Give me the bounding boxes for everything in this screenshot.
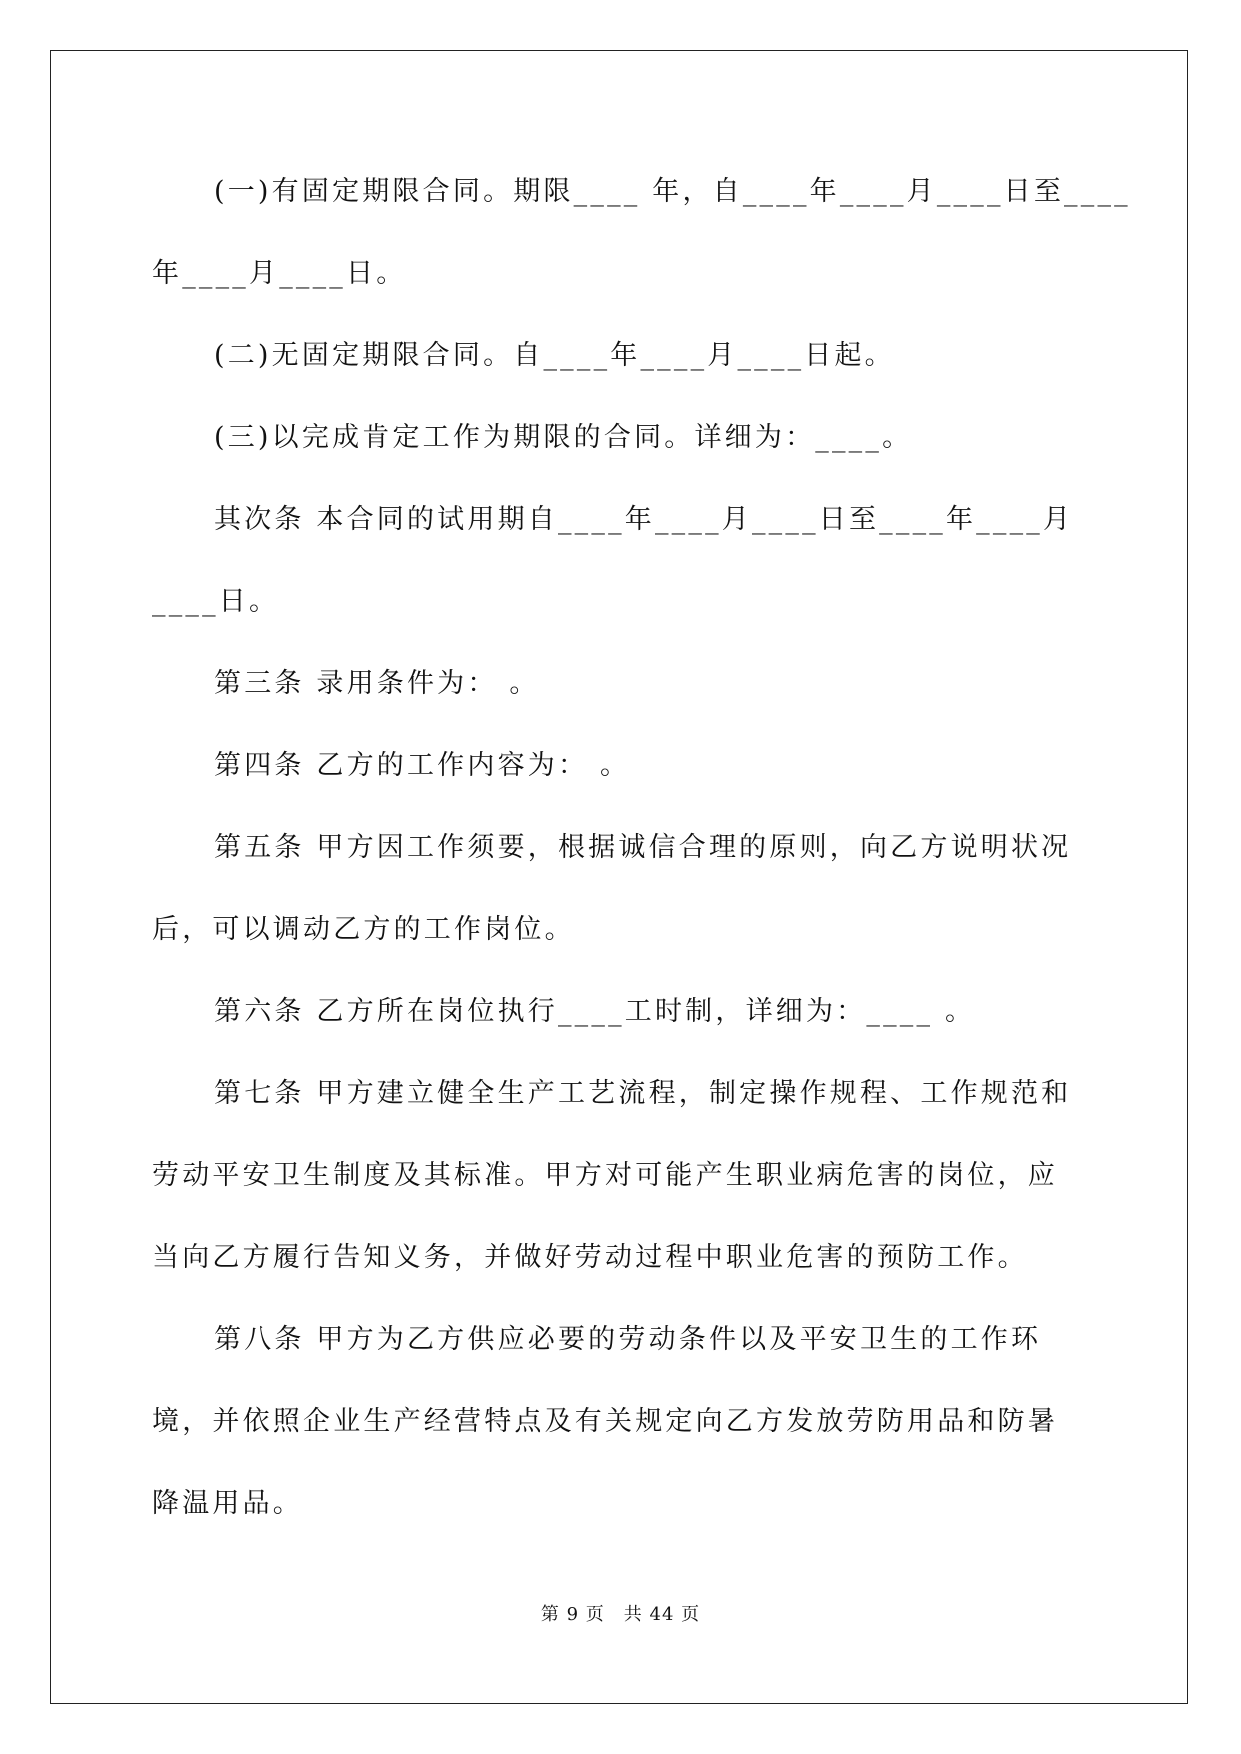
paragraph-line: ____日。: [152, 586, 280, 617]
paragraph-line: 第五条 甲方因工作须要，根据诚信合理的原则，向乙方说明状况: [214, 832, 1072, 863]
paragraph-line: 境，并依照企业生产经营特点及有关规定向乙方发放劳防用品和防暑: [152, 1406, 1058, 1437]
paragraph-line: 第八条 甲方为乙方供应必要的劳动条件以及平安卫生的工作环: [214, 1324, 1042, 1355]
paragraph-line: 第四条 乙方的工作内容为： 。: [214, 750, 631, 781]
paragraph-line: 年____月____日。: [152, 258, 407, 289]
paragraph-line: 第六条 乙方所在岗位执行____工时制，详细为：____ 。: [214, 996, 976, 1027]
paragraph-line: 当向乙方履行告知义务，并做好劳动过程中职业危害的预防工作。: [152, 1242, 1028, 1273]
page-number-footer: 第 9 页 共 44 页: [540, 1604, 701, 1625]
paragraph-line: 后，可以调动乙方的工作岗位。: [152, 914, 575, 945]
page-border: [50, 50, 1188, 1704]
paragraph-line: (三)以完成肯定工作为期限的合同。详细为：____。: [214, 422, 913, 453]
paragraph-line: 其次条 本合同的试用期自____年____月____日至____年____月: [214, 504, 1074, 535]
paragraph-line: 劳动平安卫生制度及其标准。甲方对可能产生职业病危害的岗位，应: [152, 1160, 1058, 1191]
paragraph-line: 第三条 录用条件为： 。: [214, 668, 540, 699]
paragraph-line: 降温用品。: [152, 1488, 303, 1519]
paragraph-line: 第七条 甲方建立健全生产工艺流程，制定操作规程、工作规范和: [214, 1078, 1072, 1109]
paragraph-line: (一)有固定期限合同。期限____ 年，自____年____月____日至____: [214, 176, 1131, 207]
paragraph-line: (二)无固定期限合同。自____年____月____日起。: [214, 340, 895, 371]
